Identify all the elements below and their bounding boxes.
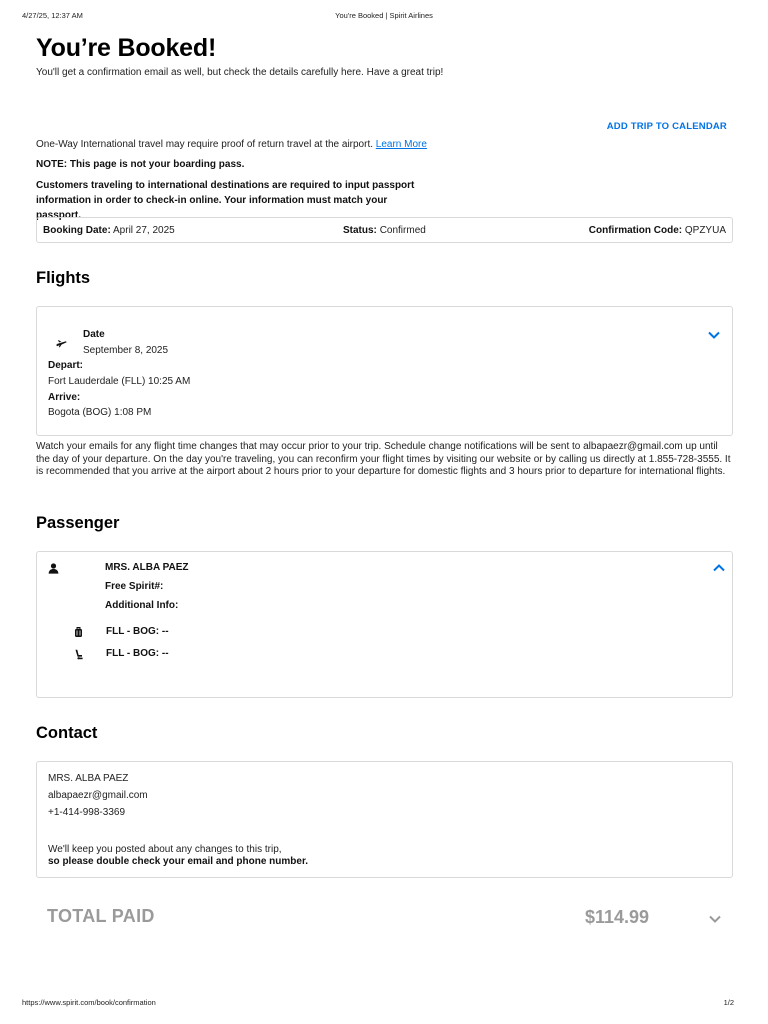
chevron-down-icon[interactable] [707,330,721,340]
flight-card [36,306,733,436]
international-travel-note [36,139,427,150]
contact-note-line2: so please double check your email and phone number. [48,856,309,867]
segment-bag-text: FLL - BOG: -- [106,626,169,637]
total-paid-amount: $114.99 [585,907,650,927]
flights-heading: Flights [36,269,91,287]
confirmation-code-value: QPZYUA [684,225,726,236]
additional-info-label: Additional Info: [105,600,179,611]
confirmation-page [36,33,733,927]
chevron-up-icon[interactable] [712,563,726,573]
passenger-card [36,551,733,698]
contact-card [36,761,733,878]
page-subtitle: You'll get a confirmation email as well, but check the details carefully here. Have a great trip! [36,67,444,78]
passport-note: Customers traveling to international destinations are required to input passport information in order to check-in online. Your information must match your passport. [36,180,415,221]
free-spirit-label: Free Spirit#: [105,581,164,592]
seat-icon [74,647,84,665]
flight-date-label: Date [83,329,105,340]
contact-name: MRS. ALBA PAEZ [48,773,129,784]
print-page-title: You're Booked | Spirit Airlines [335,11,433,20]
arrive-value: Bogota (BOG) 1:08 PM [48,407,152,418]
booking-status-label: Status: [343,225,377,236]
booking-date [43,225,175,236]
booking-status-value: Confirmed [379,225,426,236]
booking-status [343,225,426,236]
booking-date-label: Booking Date: [43,225,111,236]
contact-email: albapaezr@gmail.com [48,790,148,801]
total-paid-label: TOTAL PAID [47,906,155,926]
page-title: You’re Booked! [36,34,217,62]
print-url: https://www.spirit.com/book/confirmation [22,998,156,1007]
contact-phone: +1-414-998-3369 [48,807,126,818]
arrive-label: Arrive: [48,392,81,403]
flight-changes-note: Watch your emails for any flight time changes that may occur prior to your trip. Schedule change notifications will be sent to albapaezr@gmail.com up until the day of your departure. On the day you're traveling, you can reconfirm your flight times by visiting our website or by calling us directly at 1.855-728-3555. It is recommended that you arrive at the airport about 2 hours prior to your departure for domestic flights and 3 hours prior to departure for international flights. [36,441,731,477]
print-header [22,11,746,23]
international-travel-text: One-Way International travel may require proof of return travel at the airport. [36,139,374,150]
chevron-down-icon[interactable] [708,914,722,924]
print-footer [22,998,746,1010]
passenger-name: MRS. ALBA PAEZ [105,562,189,573]
confirmation-code [589,225,726,236]
flight-date-value: September 8, 2025 [83,345,169,356]
depart-label: Depart: [48,360,84,371]
bag-icon [74,625,83,643]
boarding-pass-note: NOTE: This page is not your boarding pass. [36,159,245,170]
contact-note-line1: We'll keep you posted about any changes to this trip, [48,844,282,855]
print-timestamp: 4/27/25, 12:37 AM [22,11,83,20]
booking-date-value: April 27, 2025 [113,225,175,236]
passenger-heading: Passenger [36,514,120,532]
print-page-number: 1/2 [723,998,734,1007]
booking-summary-bar [36,217,733,243]
depart-value: Fort Lauderdale (FLL) 10:25 AM [48,376,191,387]
person-icon [48,561,59,579]
confirmation-code-label: Confirmation Code: [588,225,683,236]
contact-heading: Contact [36,724,98,742]
add-trip-to-calendar-link[interactable]: ADD TRIP TO CALENDAR [606,121,727,132]
learn-more-link[interactable]: Learn More [375,139,427,150]
plane-icon [55,335,67,353]
segment-seat-text: FLL - BOG: -- [106,648,169,659]
